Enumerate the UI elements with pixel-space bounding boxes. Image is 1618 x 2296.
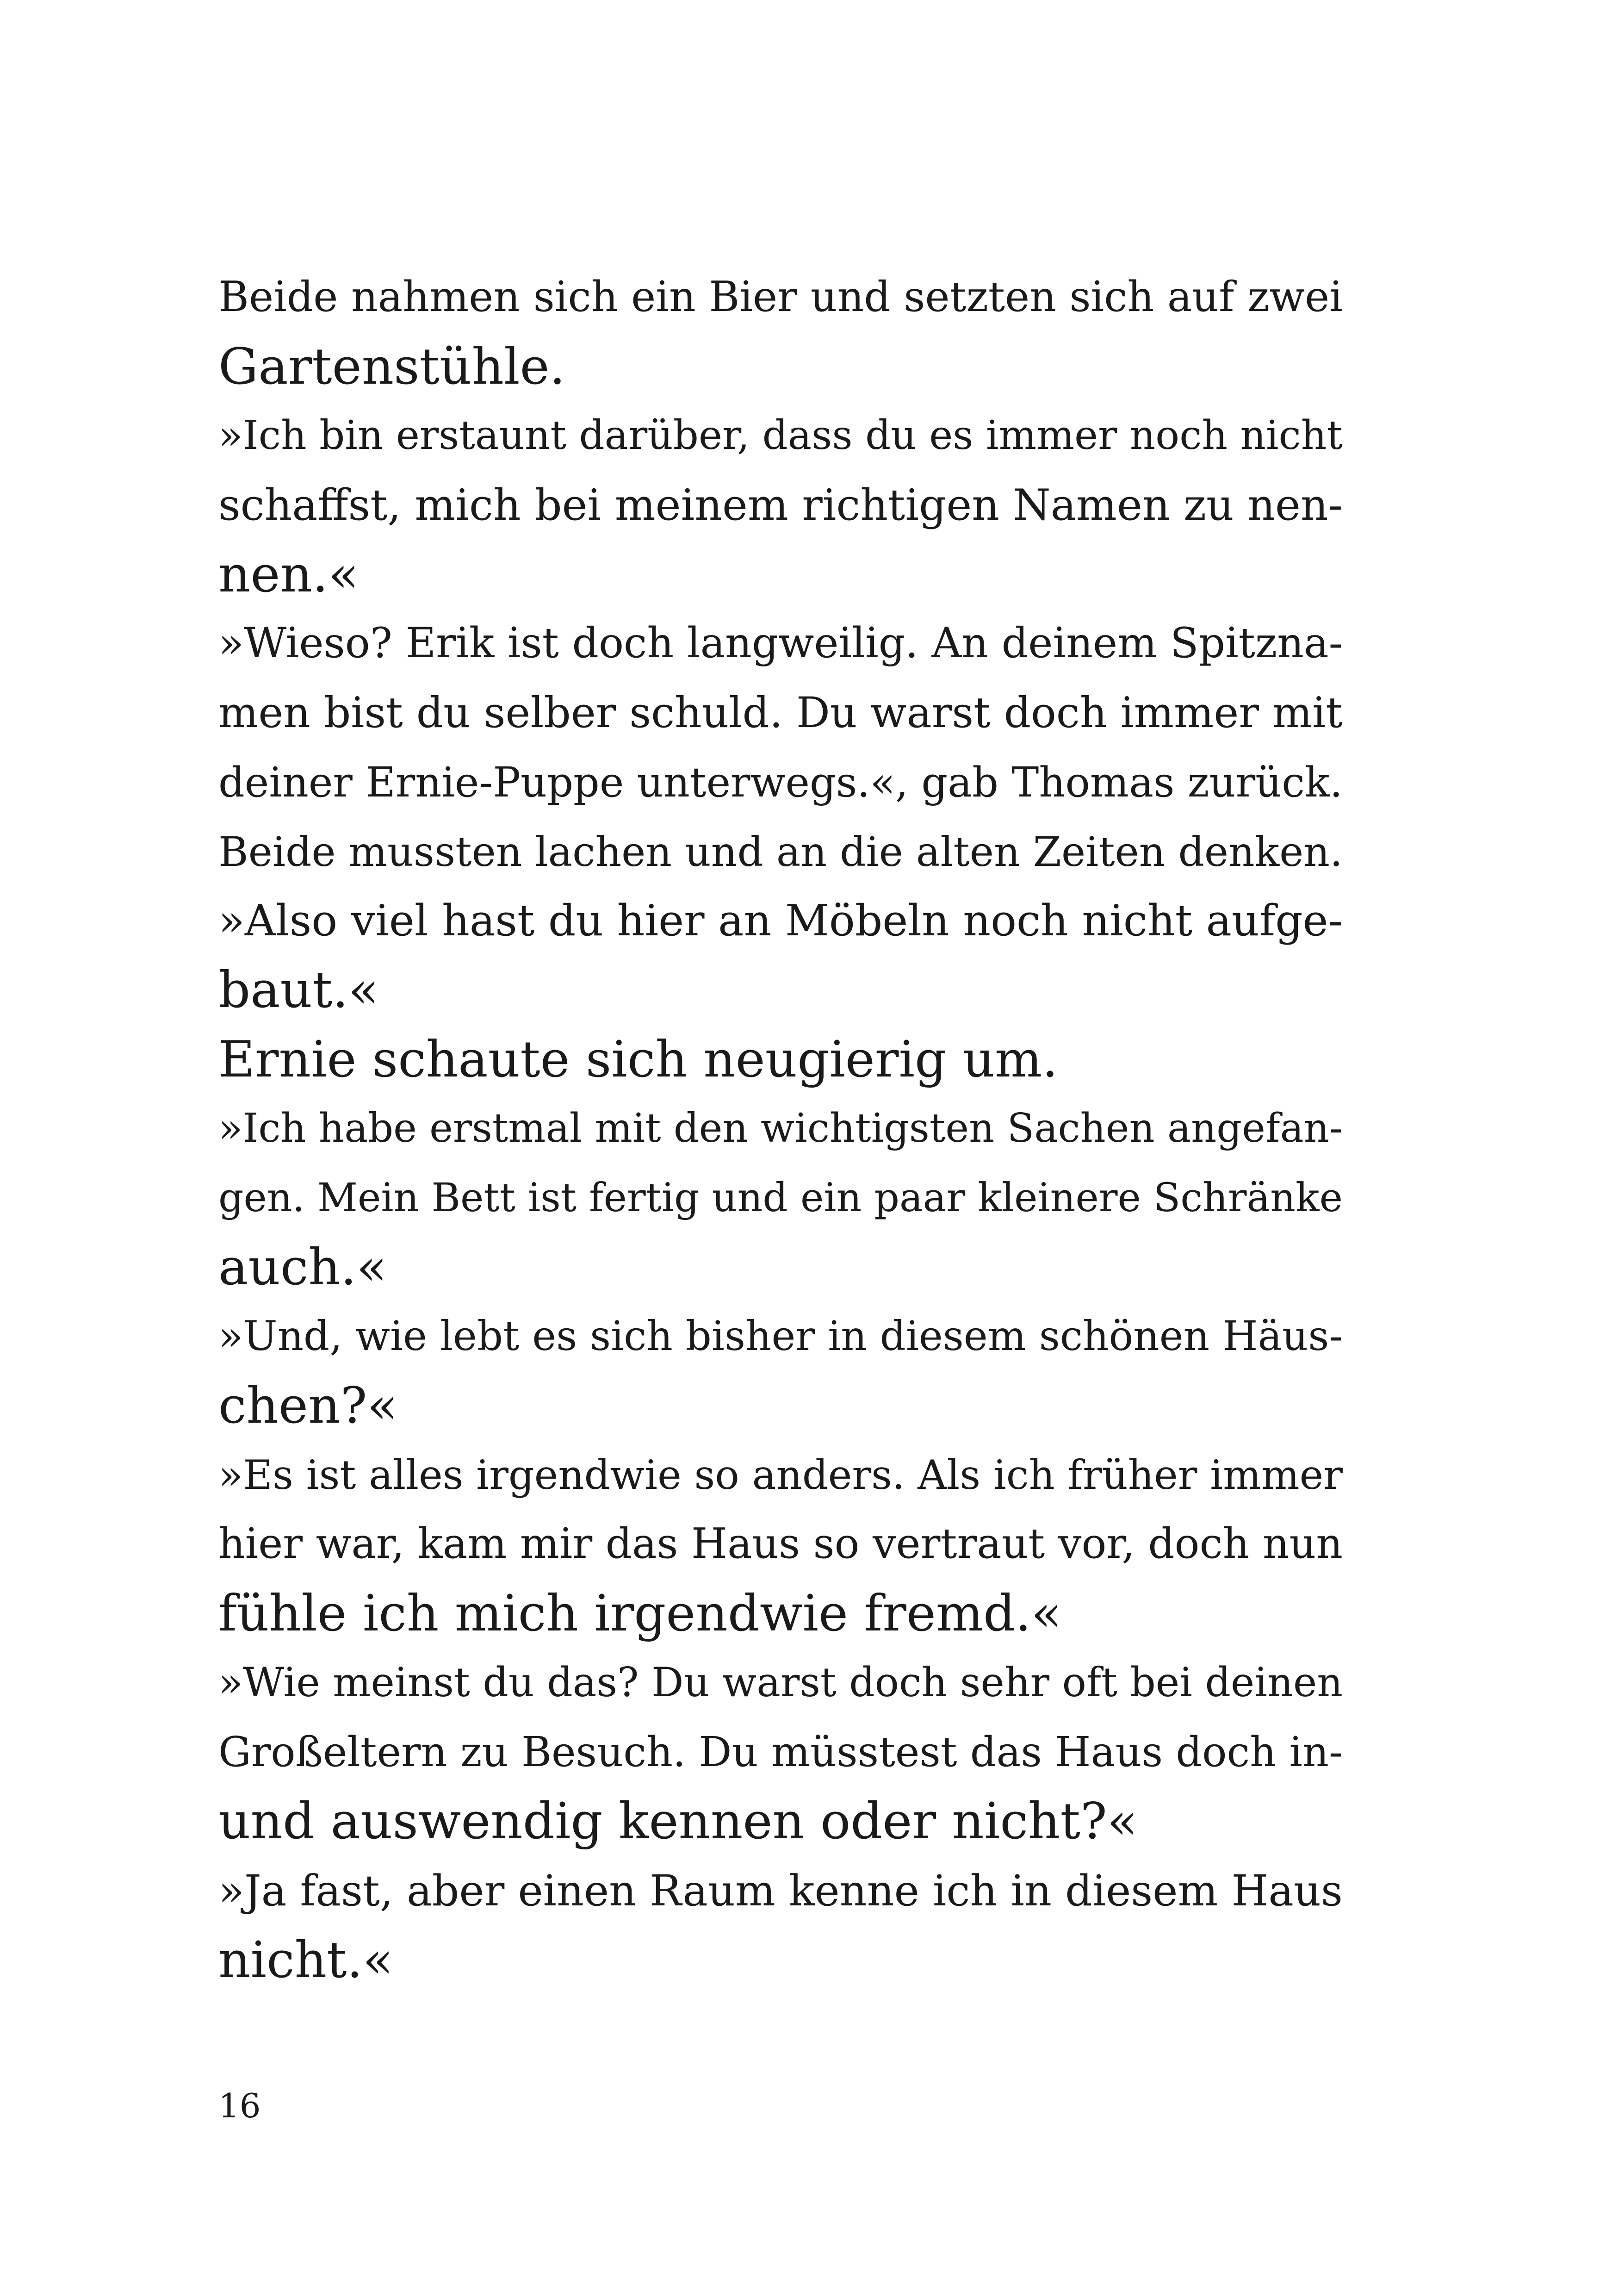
text-line: Gartenstühle. xyxy=(218,337,565,396)
text-line: auch.« xyxy=(218,1238,387,1296)
text-line: deiner Ernie-Puppe unterwegs.«, gab Thomas zurück. xyxy=(218,758,1343,806)
text-line: nicht.« xyxy=(218,1931,393,1989)
text-line: und auswendig kennen oder nicht?« xyxy=(218,1792,1138,1851)
text-line: »Ich bin erstaunt darüber, dass du es immer noch nicht xyxy=(218,412,1343,459)
body-text xyxy=(218,263,1343,1995)
text-line: gen. Mein Bett ist fertig und ein paar kleinere Schränke xyxy=(218,1175,1343,1221)
text-line: Großeltern zu Besuch. Du müsstest das Haus doch in- xyxy=(218,1728,1343,1776)
text-line: fühle ich mich irgendwie fremd.« xyxy=(218,1585,1062,1643)
text-line: Ernie schaute sich neugierig um. xyxy=(218,1030,1058,1089)
text-line: »Ich habe erstmal mit den wichtigsten Sachen angefan- xyxy=(218,1105,1343,1152)
text-line: baut.« xyxy=(218,961,379,1019)
text-line: men bist du selber schuld. Du warst doch immer mit xyxy=(218,688,1343,738)
text-line: »Ja fast, aber einen Raum kenne ich in diesem Haus xyxy=(218,1866,1343,1916)
text-line: chen?« xyxy=(218,1377,398,1435)
text-line: »Wie meinst du das? Du warst doch sehr oft bei deinen xyxy=(218,1659,1343,1706)
page-number: 16 xyxy=(218,2086,261,2125)
text-line: »Es ist alles irgendwie so anders. Als ich früher immer xyxy=(218,1451,1343,1499)
text-line: hier war, kam mir das Haus so vertraut vor, doch nun xyxy=(218,1520,1343,1568)
text-line: »Also viel hast du hier an Möbeln noch nicht aufge- xyxy=(218,896,1343,946)
text-line: »Und, wie lebt es sich bisher in diesem schönen Häus- xyxy=(218,1313,1343,1360)
text-line: Beide mussten lachen und an die alten Zeiten denken. xyxy=(218,828,1343,876)
text-line: schaffst, mich bei meinem richtigen Namen zu nen- xyxy=(218,480,1343,530)
text-line: »Wieso? Erik ist doch langweilig. An deinem Spitzna- xyxy=(218,619,1343,668)
text-line: Beide nahmen sich ein Bier und setzten sich auf zwei xyxy=(218,273,1343,321)
text-line: nen.« xyxy=(218,545,359,604)
